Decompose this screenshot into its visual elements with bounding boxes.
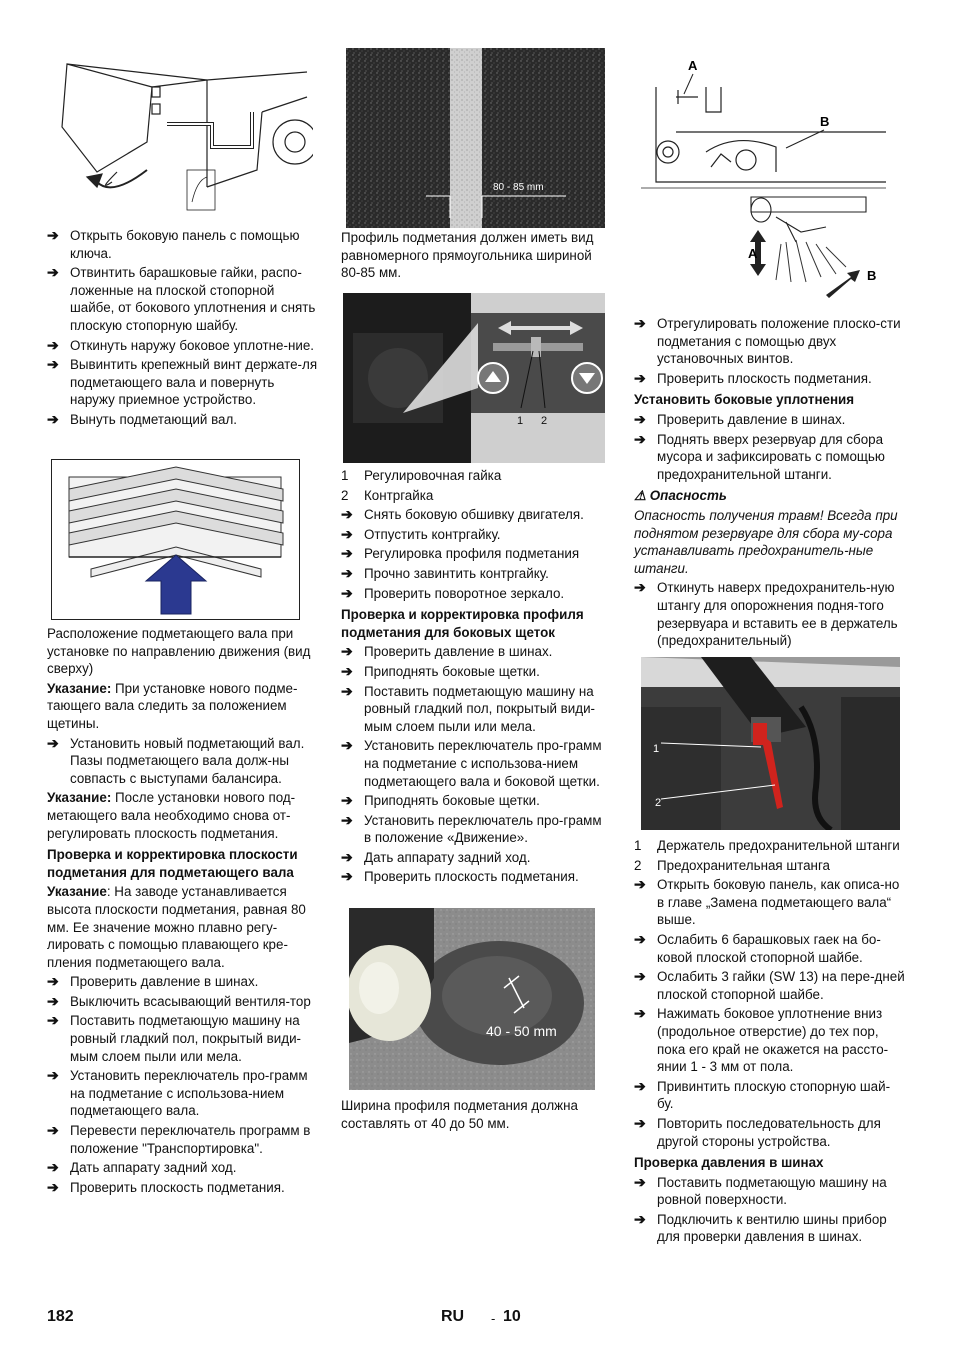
text-block-seal-steps — [634, 837, 906, 1248]
step-item: ➔ Вынуть подметающий вал. — [47, 410, 238, 427]
arrow-right-icon: ➔ — [47, 1067, 59, 1084]
step-item: ➔ Дать аппарату задний ход. — [341, 848, 531, 865]
arrow-right-icon: ➔ — [341, 868, 353, 885]
arrow-right-icon: ➔ — [634, 1173, 646, 1190]
arrow-right-icon: ➔ — [634, 1114, 646, 1131]
legend-item: 1 Регулировочная гайка — [341, 468, 502, 483]
note-readjust: Указание: После установки нового под-метающего вала необходимо снова от-регулировать плоскость подметания. — [47, 790, 296, 841]
step-item: ➔ Привинтить плоскую стопорную шай-бу. — [634, 1077, 891, 1112]
arrow-right-icon: ➔ — [341, 545, 353, 562]
step-item: ➔ Проверить давление в шинах. — [47, 973, 259, 990]
step-item: ➔ Проверить поворотное зеркало. — [341, 584, 565, 601]
step-item: ➔ Приподнять боковые щетки. — [341, 792, 540, 809]
heading-roller-check: Проверка и корректировка плоскости подметания для подметающего вала — [47, 847, 298, 880]
note-factory: Указание: На заводе устанавливается высота плоскости подметания, равная 80 мм. Ее значение можно плавно регу-лировать с помощью плавающего кре-пления подметающего вала. — [47, 884, 306, 970]
arrow-right-icon: ➔ — [634, 369, 646, 386]
arrow-right-icon: ➔ — [341, 662, 353, 679]
step-item: ➔ Открыть боковую панель с помощью ключа. — [47, 227, 300, 261]
legend-item: 2 Контргайка — [341, 487, 434, 503]
adjustment-screws-drawing — [636, 52, 892, 302]
arrow-right-icon: ➔ — [634, 1005, 646, 1022]
arrow-right-icon: ➔ — [634, 968, 646, 985]
arrow-right-icon: ➔ — [341, 737, 353, 754]
text-block-side-brush — [341, 467, 611, 888]
arrow-right-icon: ➔ — [47, 410, 59, 427]
step-item: ➔ Перевести переключатель программ в положение "Транспортировка". — [47, 1122, 311, 1156]
legend-item: 2 Предохранительная штанга — [634, 857, 830, 873]
side-brush-profile-photo — [349, 908, 595, 1090]
callout-2: 2 — [541, 415, 548, 427]
label-a-bottom: A — [748, 246, 758, 261]
danger-text: Опасность получения травм! Всегда при поднятом резервуаре для сбора му-сора устанавливать предохранитель-ные штанги. — [634, 507, 898, 576]
arrow-right-icon: ➔ — [341, 682, 353, 699]
arrow-right-icon: ➔ — [634, 410, 646, 427]
step-item: ➔ Поставить подметающую машину на ровный гладкий пол, покрытый види-мым слоем пыли или мела. — [47, 1012, 302, 1064]
callout-1: 1 — [517, 415, 524, 427]
step-item: ➔ Подключить к вентилю шины прибор для проверки давления в шинах. — [634, 1210, 887, 1245]
note-bristles: Указание: При установке нового подме-тающего вала следить за положением щетины. — [47, 680, 298, 731]
arrow-right-icon: ➔ — [47, 973, 59, 990]
roller-orientation-drawing — [51, 459, 301, 621]
step-item: ➔ Ослабить 3 гайки (SW 13) на пере-дней плоской стопорной шайбе. — [634, 968, 905, 1002]
step-item: ➔ Проверить плоскость подметания. — [341, 868, 579, 885]
step-item: ➔ Установить переключатель про-грамм на подметание с использова-нием подметающего вала. — [47, 1067, 308, 1119]
arrow-right-icon: ➔ — [47, 992, 59, 1009]
arrow-right-icon: ➔ — [634, 430, 646, 447]
arrow-right-icon: ➔ — [47, 227, 59, 243]
arrow-right-icon: ➔ — [47, 734, 59, 751]
warning-icon: ⚠ — [634, 488, 650, 504]
arrow-right-icon: ➔ — [47, 336, 59, 353]
arrow-right-icon: ➔ — [341, 792, 353, 809]
arrow-right-icon: ➔ — [634, 876, 646, 893]
step-item: ➔ Прочно завинтить контргайку. — [341, 564, 549, 581]
brush-width-label: 40 - 50 mm — [486, 1023, 557, 1039]
text-block-roller — [47, 625, 322, 1198]
step-item: ➔ Установить новый подметающий вал. Пазы подметающего вала долж-ны совпасть с выступами балансира. — [47, 734, 305, 786]
arrow-right-icon: ➔ — [47, 1122, 59, 1139]
step-item: ➔ Поставить подметающую машину на ровной поверхности. — [634, 1173, 887, 1208]
arrow-right-icon: ➔ — [634, 930, 646, 947]
step-item: ➔ Регулировка профиля подметания — [341, 545, 580, 562]
step-item: ➔ Установить переключатель про-грамм в положение «Движение». — [341, 811, 602, 846]
step-item: ➔ Установить переключатель про-грамм на подметание с использова-нием подметающего вала и боковой щетки. — [341, 737, 602, 789]
step-item: ➔ Проверить плоскость подметания. — [47, 1178, 285, 1195]
sweep-profile-photo — [346, 48, 605, 228]
label-a-top: A — [688, 58, 698, 73]
arrow-right-icon: ➔ — [341, 525, 353, 542]
step-item: ➔ Дать аппарату задний ход. — [47, 1159, 237, 1176]
arrow-right-icon: ➔ — [634, 315, 646, 331]
text-block-seals — [634, 315, 906, 652]
arrow-right-icon: ➔ — [47, 264, 59, 281]
arrow-right-icon: ➔ — [634, 579, 646, 596]
arrow-right-icon: ➔ — [634, 1077, 646, 1094]
arrow-right-icon: ➔ — [47, 1178, 59, 1195]
label-b-bottom: B — [867, 268, 877, 283]
steps-open-panel — [47, 227, 322, 431]
step-item: ➔ Выключить всасывающий вентиля-тор — [47, 992, 311, 1009]
arrow-right-icon: ➔ — [47, 1012, 59, 1029]
arrow-right-icon: ➔ — [47, 356, 59, 373]
legend-item: 1 Держатель предохранительной штанги — [634, 838, 900, 853]
heading-tire-pressure: Проверка давления в шинах — [634, 1155, 824, 1171]
roller-caption: Расположение подметающего вала при установке по направлению движения (вид сверху) — [47, 626, 311, 677]
step-item: ➔ Поднять вверх резервуар для сбора мусора и зафиксировать с помощью предохранительной штанги. — [634, 430, 885, 482]
step-item: ➔ Снять боковую обшивку двигателя. — [341, 506, 584, 523]
step-item: ➔ Вывинтить крепежный винт держате-ля подметающего вала и повернуть наружу приемное устройство. — [47, 356, 318, 408]
callout-1: 1 — [653, 743, 660, 755]
caption-brush: Ширина профиля подметания должна составлять от 40 до 50 мм. — [341, 1098, 578, 1131]
section-page-number: 10 — [503, 1308, 521, 1325]
arrow-right-icon: ➔ — [341, 643, 353, 660]
label-b-top: B — [820, 114, 830, 129]
arrow-right-icon: ➔ — [341, 811, 353, 828]
arrow-right-icon: ➔ — [341, 564, 353, 581]
step-item: ➔ Откинуть наверх предохранитель-ную штангу для опорожнения подня-того резервуара и вставить ее в держатель (предохранительный) — [634, 579, 898, 649]
heading-side-seals: Установить боковые уплотнения — [634, 392, 855, 408]
step-item: ➔ Проверить давление в шинах. — [341, 643, 553, 660]
step-item: ➔ Проверить давление в шинах. — [634, 410, 846, 427]
language-code: RU — [441, 1308, 465, 1325]
adjustment-nut-photo — [343, 293, 605, 463]
step-item: ➔ Открыть боковую панель, как описа-но в главе „Замена подметающего вала“ выше. — [634, 876, 900, 928]
side-panel-drawing — [57, 52, 313, 217]
step-item: ➔ Отпустить контргайку. — [341, 525, 501, 542]
step-item: ➔ Ослабить 6 барашковых гаек на бо-ковой плоской стопорной шайбе. — [634, 930, 881, 965]
page-number: 182 — [47, 1308, 74, 1325]
step-item: ➔ Отрегулировать положение плоско-сти подметания с помощью двух установочных винтов. — [634, 315, 901, 367]
step-item: ➔ Повторить последовательность для другой стороны устройства. — [634, 1114, 881, 1149]
step-item: ➔ Откинуть наружу боковое уплотне-ние. — [47, 336, 315, 353]
safety-bar-photo — [641, 657, 900, 830]
danger-title: ⚠ Опасность — [634, 488, 727, 504]
arrow-right-icon: ➔ — [341, 848, 353, 865]
arrow-right-icon: ➔ — [47, 1159, 59, 1176]
footer-separator: - — [491, 1311, 496, 1326]
step-item: ➔ Нажимать боковое уплотнение вниз (продольное отверстие) до тех пор, пока его край не окажется на рассто-янии 1 - 3 мм от пола. — [634, 1005, 889, 1075]
arrow-right-icon: ➔ — [634, 1210, 646, 1227]
step-item: ➔ Отвинтить барашковые гайки, распо-ложенные на плоской стопорной шайбе, от бокового уплотнения и снять плоскую стопорную шайбу. — [47, 264, 316, 333]
arrow-right-icon: ➔ — [341, 506, 353, 523]
step-item: ➔ Поставить подметающую машину на ровный гладкий пол, покрытый види-мым слоем пыли или мела. — [341, 682, 596, 734]
heading-side-brush-check: Проверка и корректировка профиля подметания для боковых щеток — [341, 607, 584, 640]
callout-2: 2 — [655, 797, 662, 809]
step-item: ➔ Проверить плоскость подметания. — [634, 369, 872, 386]
caption-profile: Профиль подметания должен иметь вид равномерного прямоугольника шириной 80-85 мм. — [341, 230, 594, 281]
profile-width-label: 80 - 85 mm — [493, 182, 544, 193]
step-item: ➔ Приподнять боковые щетки. — [341, 662, 540, 679]
arrow-right-icon: ➔ — [341, 584, 353, 601]
